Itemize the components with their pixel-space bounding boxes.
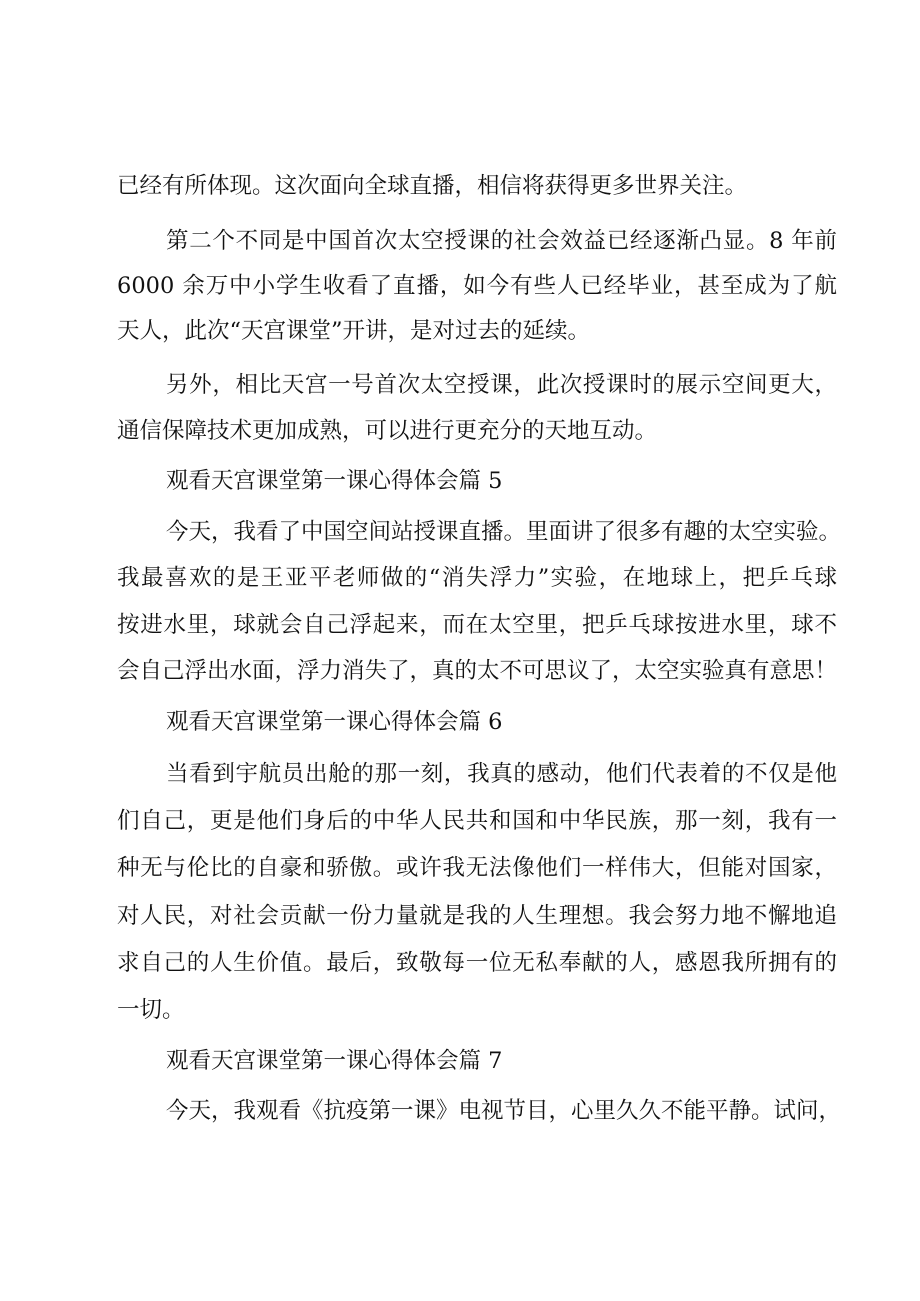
text-line: 对人民，对社会贡献一份力量就是我的人生理想。我会努力地不懈地追	[117, 903, 837, 929]
text-line: 一切。	[117, 997, 185, 1023]
text-line: 通信保障技术更加成熟，可以进行更充分的天地互动。	[117, 418, 658, 444]
text-line: 种无与伦比的自豪和骄傲。或许我无法像他们一样伟大，但能对国家，	[117, 855, 837, 881]
paragraph-first-line: 今天，我看了中国空间站授课直播。里面讲了很多有趣的太空实验。	[166, 519, 842, 545]
text-line: 我最喜欢的是王亚平老师做的“消失浮力”实验，在地球上，把乒乓球	[117, 565, 837, 591]
text-line: 已经有所体现。这次面向全球直播，相信将获得更多世界关注。	[117, 173, 748, 199]
text-line: 会自己浮出水面，浮力消失了，真的太不可思议了，太空实验真有意思！	[117, 658, 838, 684]
text-line: 们自己，更是他们身后的中华人民共和国和中华民族，那一刻，我有一	[117, 808, 837, 834]
text-line: 天人，此次“天宫课堂”开讲，是对过去的延续。	[117, 318, 591, 344]
paragraph-first-line: 另外，相比天宫一号首次太空授课，此次授课时的展示空间更大，	[166, 372, 837, 398]
paragraph-first-line: 第二个不同是中国首次太空授课的社会效益已经逐渐凸显。8 年前	[166, 228, 837, 254]
paragraph-first-line: 今天，我观看《抗疫第一课》电视节目，心里久久不能平静。试问，	[166, 1098, 842, 1124]
text-line: 6000 余万中小学生收看了直播，如今有些人已经毕业，甚至成为了航	[117, 273, 837, 299]
section-heading: 观看天宫课堂第一课心得体会篇 5	[166, 468, 503, 494]
paragraph-first-line: 当看到宇航员出舱的那一刻，我真的感动，他们代表着的不仅是他	[166, 761, 837, 787]
section-heading: 观看天宫课堂第一课心得体会篇 6	[166, 709, 503, 735]
section-heading: 观看天宫课堂第一课心得体会篇 7	[166, 1048, 503, 1074]
text-line: 按进水里，球就会自己浮起来，而在太空里，把乒乓球按进水里，球不	[117, 612, 837, 638]
text-line: 求自己的人生价值。最后，致敬每一位无私奉献的人，感恩我所拥有的	[117, 950, 837, 976]
